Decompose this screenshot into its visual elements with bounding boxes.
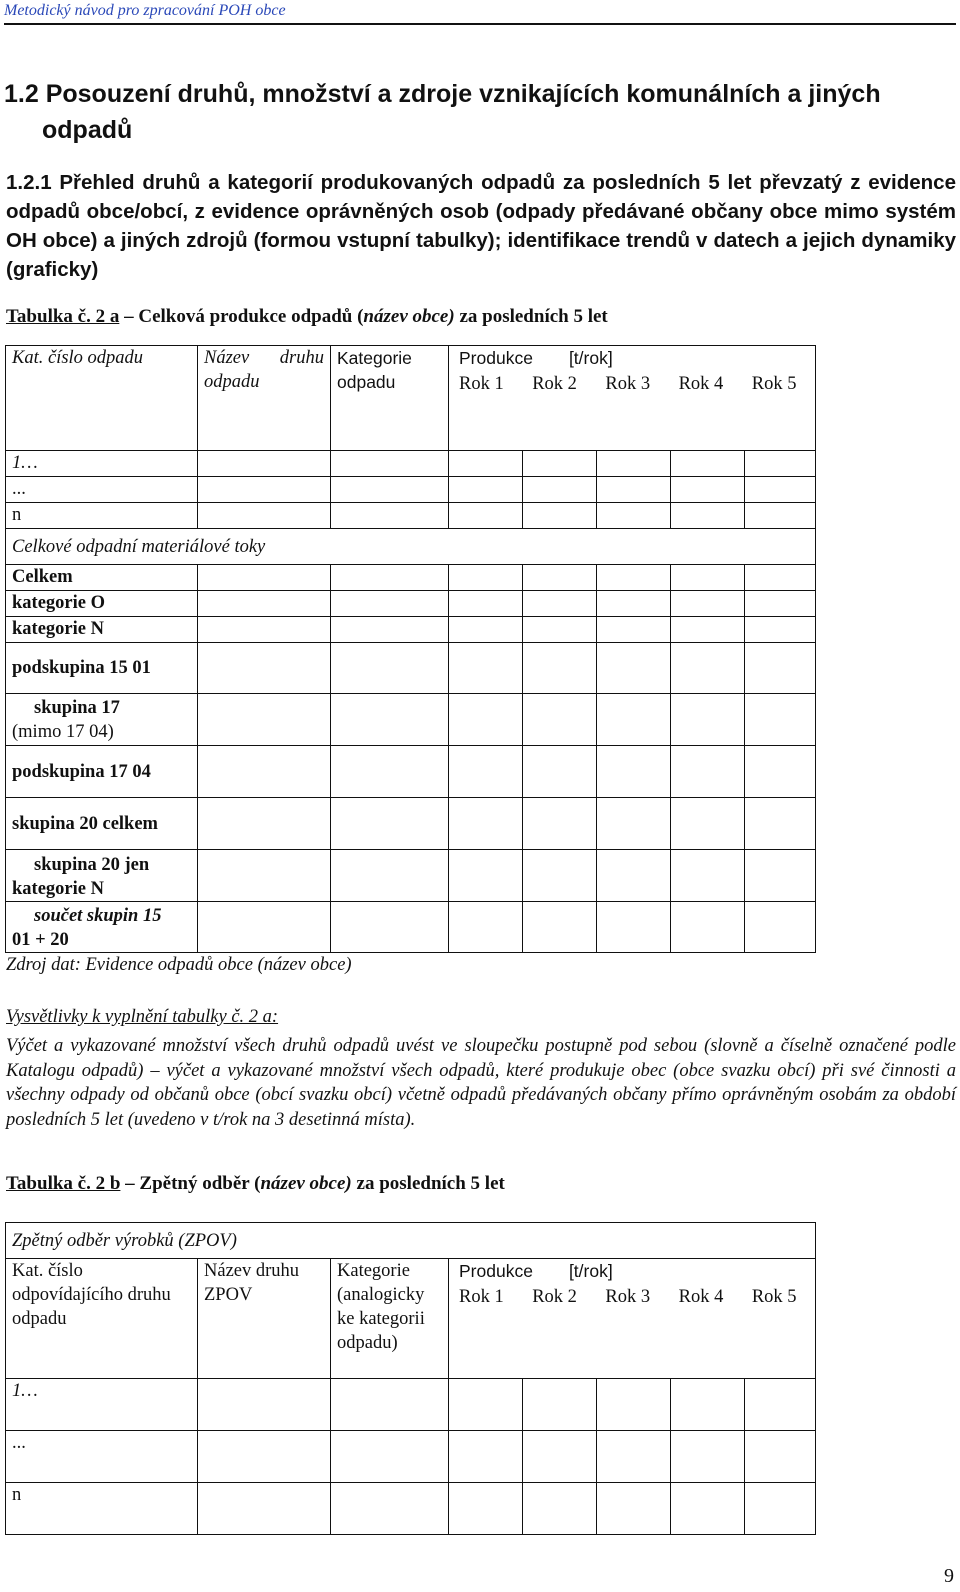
production-label: Produkce <box>459 1261 533 1281</box>
year-label: Rok 1 <box>459 1287 504 1307</box>
table-a-caption <box>6 306 608 328</box>
table-row <box>6 1483 816 1535</box>
table-a-caption-dash: – Celková produkce odpadů ( <box>119 306 364 327</box>
table-a-caption-suffix: za posledních 5 let <box>454 306 608 327</box>
year-label: Rok 3 <box>605 1287 651 1307</box>
row-label <box>6 694 198 746</box>
header-production <box>449 1259 816 1379</box>
row-label: ... <box>6 477 198 503</box>
year-label: Rok 4 <box>678 374 724 394</box>
table-b-title-row: Zpětný odběr výrobků (ZPOV) <box>6 1223 816 1259</box>
table-a-caption-prefix: Tabulka č. 2 a <box>6 306 120 327</box>
row-label: n <box>6 503 198 529</box>
row-label-line2: (mimo 17 04) <box>12 721 114 742</box>
row-label: kategorie O <box>6 591 198 617</box>
year-label: Rok 5 <box>751 374 797 394</box>
table-b <box>5 1222 816 1535</box>
table-row <box>6 850 816 902</box>
section-heading <box>4 76 944 148</box>
row-label-line1: skupina 20 jen <box>34 855 150 875</box>
table-row <box>6 477 816 503</box>
table-row <box>6 451 816 477</box>
production-label: Produkce <box>459 348 533 368</box>
table-row <box>6 529 816 565</box>
row-label <box>6 850 198 902</box>
row-label: podskupina 17 04 <box>6 746 198 798</box>
page-number: 9 <box>944 1565 954 1587</box>
table-row <box>6 902 816 953</box>
table-b-caption-prefix: Tabulka č. 2 b <box>6 1173 121 1194</box>
row-label: 1… <box>6 1379 198 1431</box>
running-header: Metodický návod pro zpracování POH obce <box>4 2 956 25</box>
table-row <box>6 503 816 529</box>
row-label: Celkem <box>6 565 198 591</box>
explanation-text: Výčet a vykazované množství všech druhů odpadů uvést ve sloupečku postupně pod sebou (slovně a číselně označené podle Katalogu odpadů) – výčet a vykazované množství všech odpadů, které produkuje obec (obce svazku obcí) při své činnosti a všechny odpady od občanů obce (obcí svazku obcí) včetně odpadů předávaných občany přímo oprávněným osobám za období posledních 5 let (uvedeno v t/rok na 3 desetinná místa). <box>6 1036 956 1130</box>
row-label: skupina 20 celkem <box>6 798 198 850</box>
table-row <box>6 746 816 798</box>
row-label: 1… <box>6 451 198 477</box>
flows-label: Celkové odpadní materiálové toky <box>6 529 816 565</box>
explanation-heading: Vysvětlivky k vyplnění tabulky č. 2 a: <box>6 1007 279 1027</box>
row-label-line1: součet skupin 15 <box>34 906 162 926</box>
year-label: Rok 4 <box>678 1287 724 1307</box>
table-row <box>6 1379 816 1431</box>
table-row <box>6 617 816 643</box>
header-production <box>449 346 816 451</box>
production-unit: [t/rok] <box>568 348 613 368</box>
row-label: kategorie N <box>6 617 198 643</box>
row-label-line1: skupina 17 <box>34 697 120 718</box>
year-label: Rok 1 <box>459 374 504 394</box>
table-row <box>6 565 816 591</box>
production-unit: [t/rok] <box>568 1261 613 1281</box>
table-a-caption-italic: název obce) <box>363 306 455 327</box>
table-row <box>6 694 816 746</box>
row-label: podskupina 15 01 <box>6 643 198 694</box>
year-label: Rok 3 <box>605 374 651 394</box>
header-waste-name: Název druhu odpadu <box>198 346 331 451</box>
subsection-heading: 1.2.1 Přehled druhů a kategorií produkovaných odpadů za posledních 5 let převzatý z evidence odpadů obce/obcí, z evidence oprávněných osob (odpady předávané občany obce mimo systém OH obce) a jiných zdrojů (formou vstupní tabulky); identifikace trendů v datech a jejich dynamiky (graficky) <box>6 171 956 281</box>
table-row <box>6 1431 816 1483</box>
data-source-note: Zdroj dat: Evidence odpadů obce (název obce) <box>6 955 352 975</box>
row-label-line2: 01 + 20 <box>12 930 69 950</box>
section-heading-line1: 1.2 Posouzení druhů, množství a zdroje vznikajících komunálních a jiných <box>4 80 881 108</box>
header-zpov-name: Název druhu ZPOV <box>198 1259 331 1379</box>
year-label: Rok 2 <box>532 1287 577 1307</box>
table-b-caption-dash: – Zpětný odběr ( <box>120 1173 261 1194</box>
header-cat-number: Kat. číslo odpovídajícího druhu odpadu <box>6 1259 198 1379</box>
section-heading-line2: odpadů <box>42 116 133 144</box>
row-label-line2: kategorie N <box>12 879 104 899</box>
table-row <box>6 643 816 694</box>
year-label: Rok 5 <box>751 1287 797 1307</box>
table-row <box>6 591 816 617</box>
row-label <box>6 902 198 953</box>
table-b-caption <box>6 1173 505 1195</box>
table-a <box>5 345 816 953</box>
row-label: n <box>6 1483 198 1535</box>
table-b-caption-suffix: za posledních 5 let <box>351 1173 505 1194</box>
table-b-caption-italic: název obce) <box>260 1173 352 1194</box>
table-row <box>6 798 816 850</box>
year-label: Rok 2 <box>532 374 577 394</box>
header-category: Kategorie odpadu <box>331 346 449 451</box>
row-label: ... <box>6 1431 198 1483</box>
header-category: Kategorie (analogicky ke kategorii odpadu) <box>331 1259 449 1379</box>
header-cat-number: Kat. číslo odpadu <box>6 346 198 451</box>
